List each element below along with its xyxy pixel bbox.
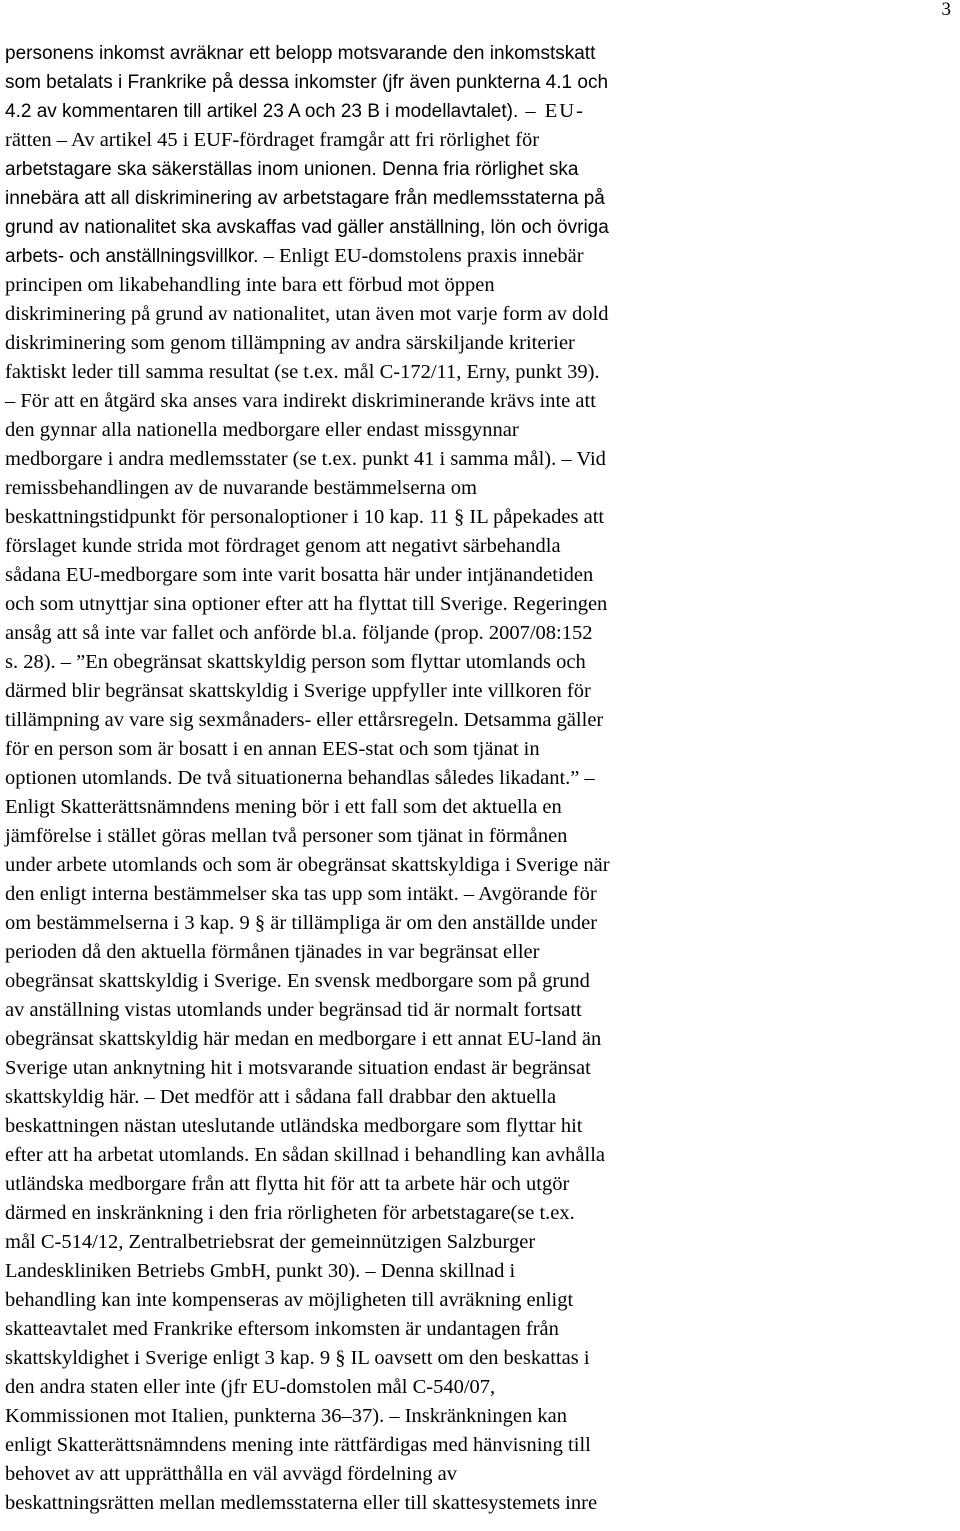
text-line: optionen utomlands. De två situationerna behandlas således likadant.” – [5, 767, 595, 789]
text-line: beskattningen nästan uteslutande utländska medborgare som flyttar hit [5, 1115, 583, 1137]
page-number: 3 [941, 0, 951, 20]
text-line: som betalats i Frankrike på dessa inkomster (jfr även punkterna 4.1 och [5, 72, 609, 93]
text-line: Kommissionen mot Italien, punkterna 36–37). – Inskränkningen kan [5, 1405, 567, 1427]
text-line: av anställning vistas utomlands under begränsad tid är normalt fortsatt [5, 999, 582, 1021]
text-line: jämförelse i stället göras mellan två personer som tjänat in förmånen [5, 825, 568, 847]
text-line: mål C-514/12, Zentralbetriebsrat der gemeinnützigen Salzburger [5, 1231, 536, 1253]
text-line: enligt Skatterättsnämndens mening inte rättfärdigas med hänvisning till [5, 1434, 591, 1456]
text-line: därmed blir begränsat skattskyldig i Sverige uppfyller inte villkoren för [5, 680, 591, 702]
text-line: skattskyldig här. – Det medför att i sådana fall drabbar den aktuella [5, 1086, 557, 1108]
text-line: förslaget kunde strida mot fördraget genom att negativt särbehandla [5, 535, 561, 557]
text-line: innebära att all diskriminering av arbetstagare från medlemsstaterna på [5, 188, 605, 209]
text-line: och som utnyttjar sina optioner efter att ha flyttat till Sverige. Regeringen [5, 593, 608, 615]
text-line: principen om likabehandling inte bara ett förbud mot öppen [5, 274, 495, 296]
text-line: beskattningstidpunkt för personaloptioner i 10 kap. 11 § IL påpekades att [5, 506, 605, 528]
text-line: obegränsat skattskyldig i Sverige. En svensk medborgare som på grund [5, 970, 590, 992]
text-line: den enligt interna bestämmelser ska tas upp som intäkt. – Avgörande för [5, 883, 597, 905]
text-line: ansåg att så inte var fallet och anförde bl.a. följande (prop. 2007/08:152 [5, 622, 593, 644]
text-line: den gynnar alla nationella medborgare eller endast missgynnar [5, 419, 519, 441]
text-line: obegränsat skattskyldig här medan en medborgare i ett annat EU-land än [5, 1028, 602, 1050]
text-line: beskattningsrätten mellan medlemsstaterna eller till skattesystemets inre [5, 1492, 598, 1514]
text-line: 4.2 av kommentaren till artikel 23 A och 23 B i modellavtalet). – EU- [5, 100, 585, 122]
text-line: diskriminering på grund av nationalitet, utan även mot varje form av dold [5, 303, 609, 325]
text-line: – För att en åtgärd ska anses vara indirekt diskriminerande krävs inte att [5, 390, 596, 412]
document-body [5, 39, 960, 1518]
text-line: behovet av att upprätthålla en väl avvägd fördelning av [5, 1463, 457, 1485]
text-line: arbets- och anställningsvillkor. – Enligt EU-domstolens praxis innebär [5, 245, 584, 267]
text-line: grund av nationalitet ska avskaffas vad gäller anställning, lön och övriga [5, 217, 609, 238]
text-line: personens inkomst avräknar ett belopp motsvarande den inkomstskatt [5, 43, 596, 64]
text-line: remissbehandlingen av de nuvarande bestämmelserna om [5, 477, 477, 499]
text-line: skattskyldighet i Sverige enligt 3 kap. 9 § IL oavsett om den beskattas i [5, 1347, 590, 1369]
text-line: medborgare i andra medlemsstater (se t.ex. punkt 41 i samma mål). – Vid [5, 448, 606, 470]
text-line: för en person som är bosatt i en annan EES-stat och som tjänat in [5, 738, 540, 760]
text-line: utländska medborgare från att flytta hit för att ta arbete här och utgör [5, 1173, 570, 1195]
text-line: perioden då den aktuella förmånen tjänades in var begränsat eller [5, 941, 540, 963]
text-line: s. 28). – ”En obegränsat skattskyldig person som flyttar utomlands och [5, 651, 586, 673]
text-line: diskriminering som genom tillämpning av andra särskiljande kriterier [5, 332, 575, 354]
text-line: arbetstagare ska säkerställas inom unionen. Denna fria rörlighet ska [5, 159, 579, 180]
text-line: under arbete utomlands och som är obegränsat skattskyldiga i Sverige när [5, 854, 610, 876]
text-line: Enligt Skatterättsnämndens mening bör i ett fall som det aktuella en [5, 796, 562, 818]
text-line: faktiskt leder till samma resultat (se t.ex. mål C-172/11, Erny, punkt 39). [5, 361, 600, 383]
text-line: sådana EU-medborgare som inte varit bosatta här under intjänandetiden [5, 564, 594, 586]
text-line: tillämpning av vare sig sexmånaders- eller ettårsregeln. Detsamma gäller [5, 709, 604, 731]
text-line: den andra staten eller inte (jfr EU-domstolen mål C-540/07, [5, 1376, 496, 1398]
text-line: Landeskliniken Betriebs GmbH, punkt 30). – Denna skillnad i [5, 1260, 516, 1282]
text-line: om bestämmelserna i 3 kap. 9 § är tillämpliga är om den anställde under [5, 912, 598, 934]
text-line: rätten – Av artikel 45 i EUF-fördraget framgår att fri rörlighet för [5, 129, 540, 151]
text-line: skatteavtalet med Frankrike eftersom inkomsten är undantagen från [5, 1318, 559, 1340]
text-line: efter att ha arbetat utomlands. En sådan skillnad i behandling kan avhålla [5, 1144, 605, 1166]
text-line: därmed en inskränkning i den fria rörligheten för arbetstagare(se t.ex. [5, 1202, 575, 1224]
text-line: Sverige utan anknytning hit i motsvarande situation endast är begränsat [5, 1057, 591, 1079]
text-line: behandling kan inte kompenseras av möjligheten till avräkning enligt [5, 1289, 574, 1311]
